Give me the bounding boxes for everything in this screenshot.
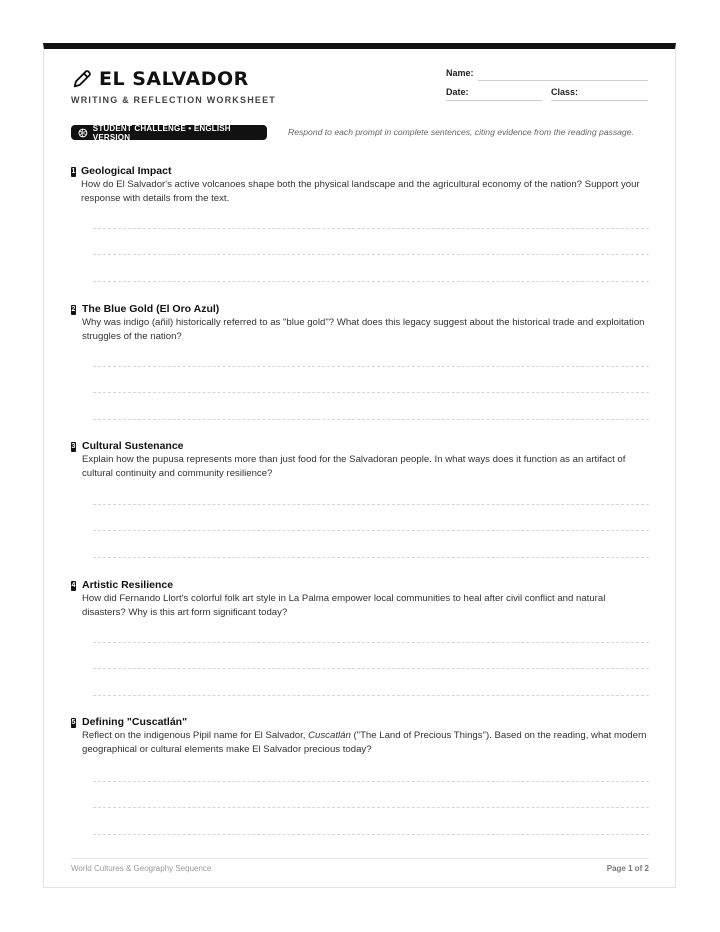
page-number: Page 1 of 2: [606, 864, 649, 873]
question-prompt: How do El Salvador's active volcanoes shape both the physical landscape and the agricultural economy of the nation? Support your response with details from the text.: [81, 179, 640, 204]
date-field[interactable]: [446, 100, 542, 101]
class-field[interactable]: [551, 100, 648, 101]
question-title: Defining "Cuscatlán": [82, 716, 188, 728]
question-number: 2: [71, 306, 76, 313]
pencil-icon: [71, 68, 93, 90]
prompt-italic-term: Cuscatlán: [308, 730, 351, 741]
footer-divider: [71, 858, 649, 859]
answer-line[interactable]: [93, 504, 649, 505]
question-3: [71, 440, 649, 565]
answer-line[interactable]: [93, 281, 649, 282]
date-label: Date:: [446, 87, 469, 97]
name-field[interactable]: [478, 80, 648, 81]
question-prompt: How did Fernando Llort's colorful folk art style in La Palma empower local communities to heal after civil conflict and natural disasters? Why is this art form significant today?: [82, 593, 606, 618]
footer-course: World Cultures & Geography Sequence: [71, 864, 212, 873]
question-title: Geological Impact: [81, 165, 172, 177]
question-prompt: Why was indigo (añil) historically referred to as "blue gold"? What does this legacy suggest about the historical trade and exploitation struggles of the nation?: [82, 317, 645, 342]
answer-line[interactable]: [93, 557, 649, 558]
page-title: EL SALVADOR: [99, 68, 249, 90]
question-number: 3: [71, 443, 76, 450]
question-prompt: [82, 729, 648, 757]
prompt-text: Reflect on the indigenous Pipil name for El Salvador,: [82, 730, 309, 741]
page-subtitle: WRITING & REFLECTION WORKSHEET: [71, 95, 276, 105]
student-challenge-badge: [71, 125, 267, 140]
prompt-text: ("The Land of Precious Things"). Based on the reading, what modern geographical or cultural elements make El Salvador precious today?: [82, 730, 647, 755]
answer-line[interactable]: [93, 807, 649, 808]
question-prompt: Explain how the pupusa represents more than just food for the Salvadoran people. In what ways does it function as an artifact of cultural continuity and community resilience?: [82, 454, 626, 479]
answer-line[interactable]: [93, 668, 649, 669]
answer-line[interactable]: [93, 254, 649, 255]
question-title: Cultural Sustenance: [82, 440, 184, 452]
answer-line[interactable]: [93, 419, 649, 420]
question-title: Artistic Resilience: [82, 579, 174, 591]
answer-line[interactable]: [93, 530, 649, 531]
header: [71, 68, 276, 105]
question-number: 4: [71, 582, 76, 589]
question-number: 1: [71, 168, 76, 175]
answer-line[interactable]: [93, 642, 649, 643]
question-title: The Blue Gold (El Oro Azul): [82, 303, 220, 315]
question-1: [71, 165, 649, 290]
name-label: Name:: [446, 68, 474, 78]
answer-line[interactable]: [93, 695, 649, 696]
badge-label: STUDENT CHALLENGE • ENGLISH VERSION: [92, 123, 231, 142]
answer-line[interactable]: [93, 834, 649, 835]
answer-line[interactable]: [93, 228, 649, 229]
instruction-text: Respond to each prompt in complete sentences, citing evidence from the reading passage.: [288, 127, 634, 137]
class-label: Class:: [551, 87, 579, 97]
question-2: [71, 303, 649, 428]
answer-line[interactable]: [93, 781, 649, 782]
answer-line[interactable]: [93, 366, 649, 367]
question-number: 5: [71, 719, 76, 726]
globe-icon: [78, 128, 88, 138]
answer-line[interactable]: [93, 392, 649, 393]
question-5: [71, 716, 649, 841]
question-4: [71, 579, 649, 704]
